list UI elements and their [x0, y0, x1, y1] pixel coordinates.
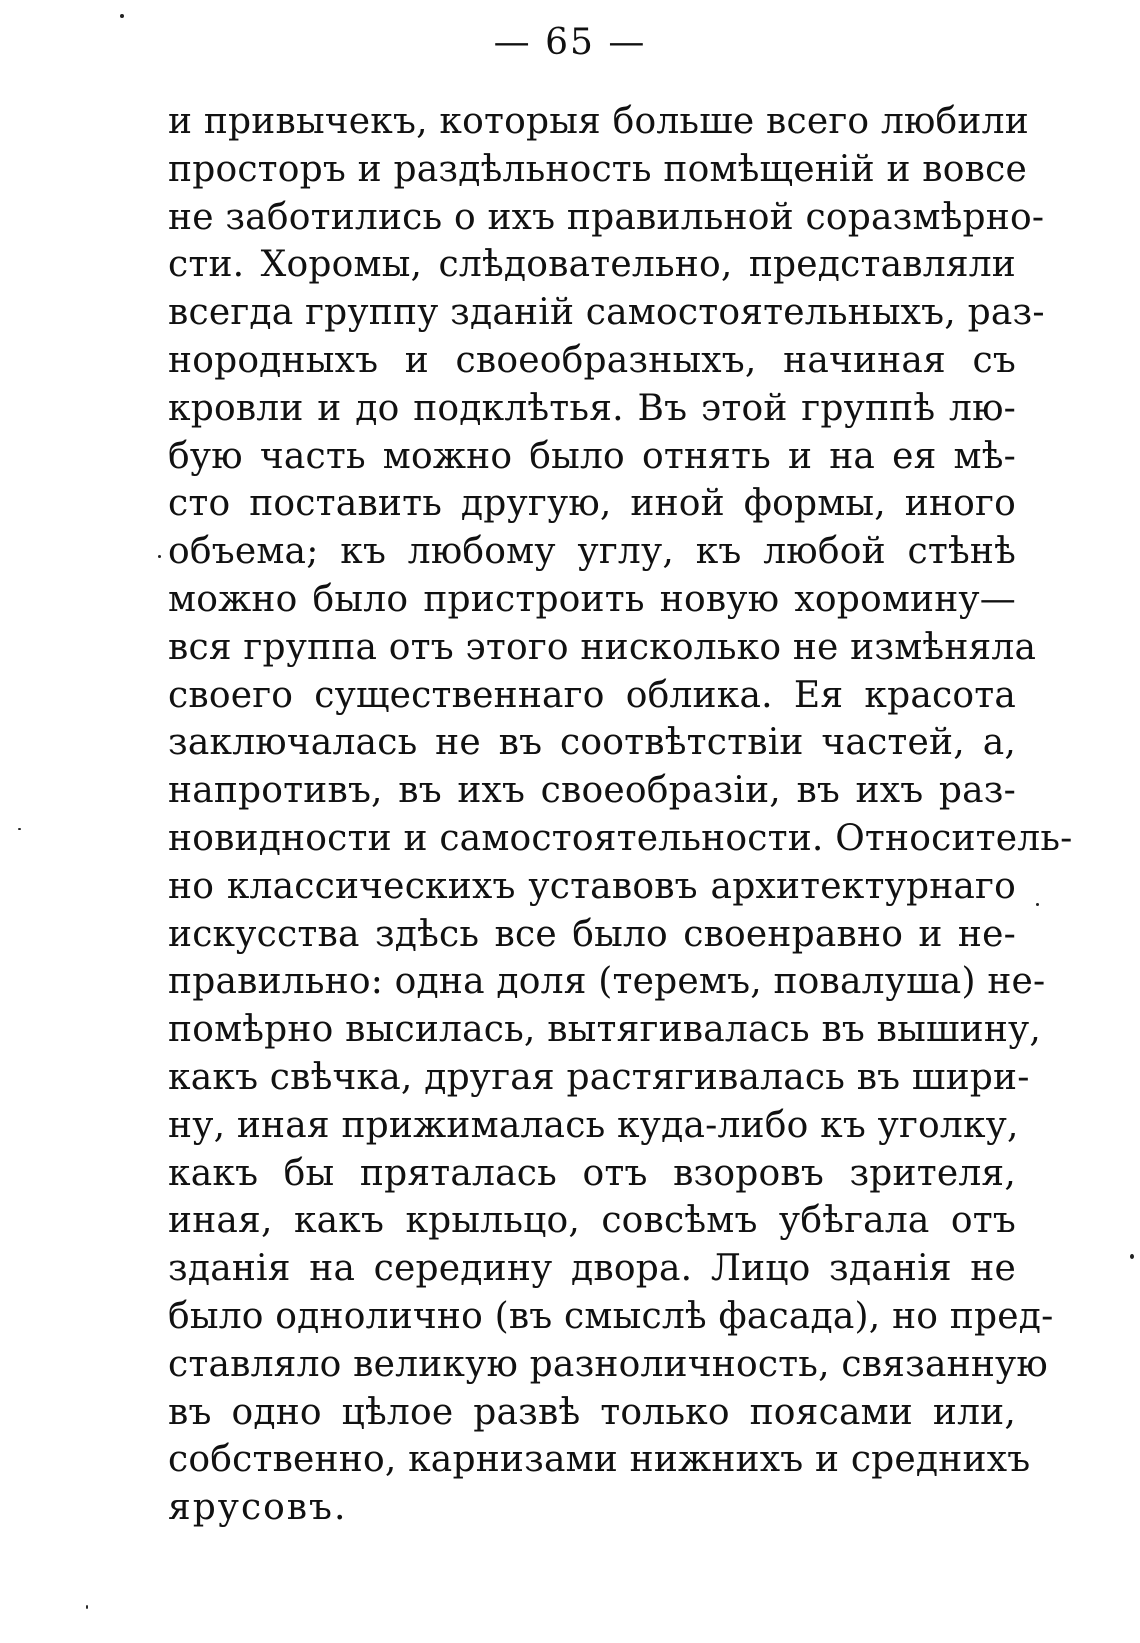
- text-line: помѣрно высилась, вытягивалась въ вышину,: [168, 1009, 1042, 1051]
- text-line: собственно, карнизами нижнихъ и среднихъ: [168, 1439, 1031, 1481]
- text-line: правильно: одна доля (теремъ, повалуша) не-: [168, 961, 1046, 1003]
- text-line: ярусовъ.: [168, 1487, 348, 1529]
- text-line: ставляло великую разноличность, связанную: [168, 1343, 1048, 1385]
- text-line: сто поставить другую, иной формы, иного: [168, 483, 1016, 525]
- scan-speck: [120, 14, 124, 18]
- text-line: какъ свѣчка, другая растягивалась въ шири-: [168, 1056, 1030, 1098]
- text-line: въ одно цѣлое развѣ только поясами или,: [168, 1391, 1016, 1433]
- text-line: нородныхъ и своеобразныхъ, начиная съ: [168, 339, 1016, 381]
- page-number: — 65 —: [493, 22, 647, 63]
- text-line: всегда группу зданій самостоятельныхъ, раз-: [168, 292, 1045, 334]
- text-line: зданія на середину двора. Лицо зданія не: [168, 1248, 1016, 1290]
- text-line: напротивъ, въ ихъ своеобразіи, въ ихъ раз-: [168, 770, 1016, 812]
- text-line: вся группа отъ этого нисколько не измѣняла: [168, 626, 1037, 668]
- text-line: кровли и до подклѣтья. Въ этой группѣ лю-: [168, 387, 1016, 429]
- text-line: бую часть можно было отнять и на ея мѣ-: [168, 435, 1016, 477]
- text-line: не заботились о ихъ правильной соразмѣрно-: [168, 196, 1045, 238]
- text-line: объема; къ любому углу, къ любой стѣнѣ: [168, 531, 1016, 573]
- text-line: какъ бы пряталась отъ взоровъ зрителя,: [168, 1152, 1016, 1194]
- text-line: иная, какъ крыльцо, совсѣмъ убѣгала отъ: [168, 1200, 1016, 1242]
- scan-speck: [1036, 903, 1039, 906]
- text-line: своего существеннаго облика. Ея красота: [168, 674, 1016, 716]
- text-line: новидности и самостоятельности. Относитель-: [168, 817, 1073, 859]
- text-line: но классическихъ уставовъ архитектурнаго: [168, 865, 1016, 907]
- scan-speck: [158, 555, 161, 558]
- text-line: и привычекъ, которыя больше всего любили: [168, 101, 1029, 142]
- scan-speck: [86, 1605, 88, 1609]
- text-line: заключалась не въ соотвѣтствіи частей, а,: [168, 722, 1016, 764]
- scan-speck: [18, 828, 21, 830]
- text-line: сти. Хоромы, слѣдовательно, представляли: [168, 244, 1016, 286]
- body-text: [168, 98, 1073, 1532]
- text-line: искусства здѣсь все было своенравно и не-: [168, 913, 1016, 955]
- text-line: ну, иная прижималась куда-либо къ уголку,: [168, 1104, 1019, 1146]
- text-line: было однолично (въ смыслѣ фасада), но пред-: [168, 1295, 1054, 1337]
- text-line: просторъ и раздѣльность помѣщеній и вовсе: [168, 148, 1027, 190]
- scan-speck: [1130, 1254, 1134, 1259]
- text-line: можно было пристроить новую хоромину—: [168, 578, 1016, 620]
